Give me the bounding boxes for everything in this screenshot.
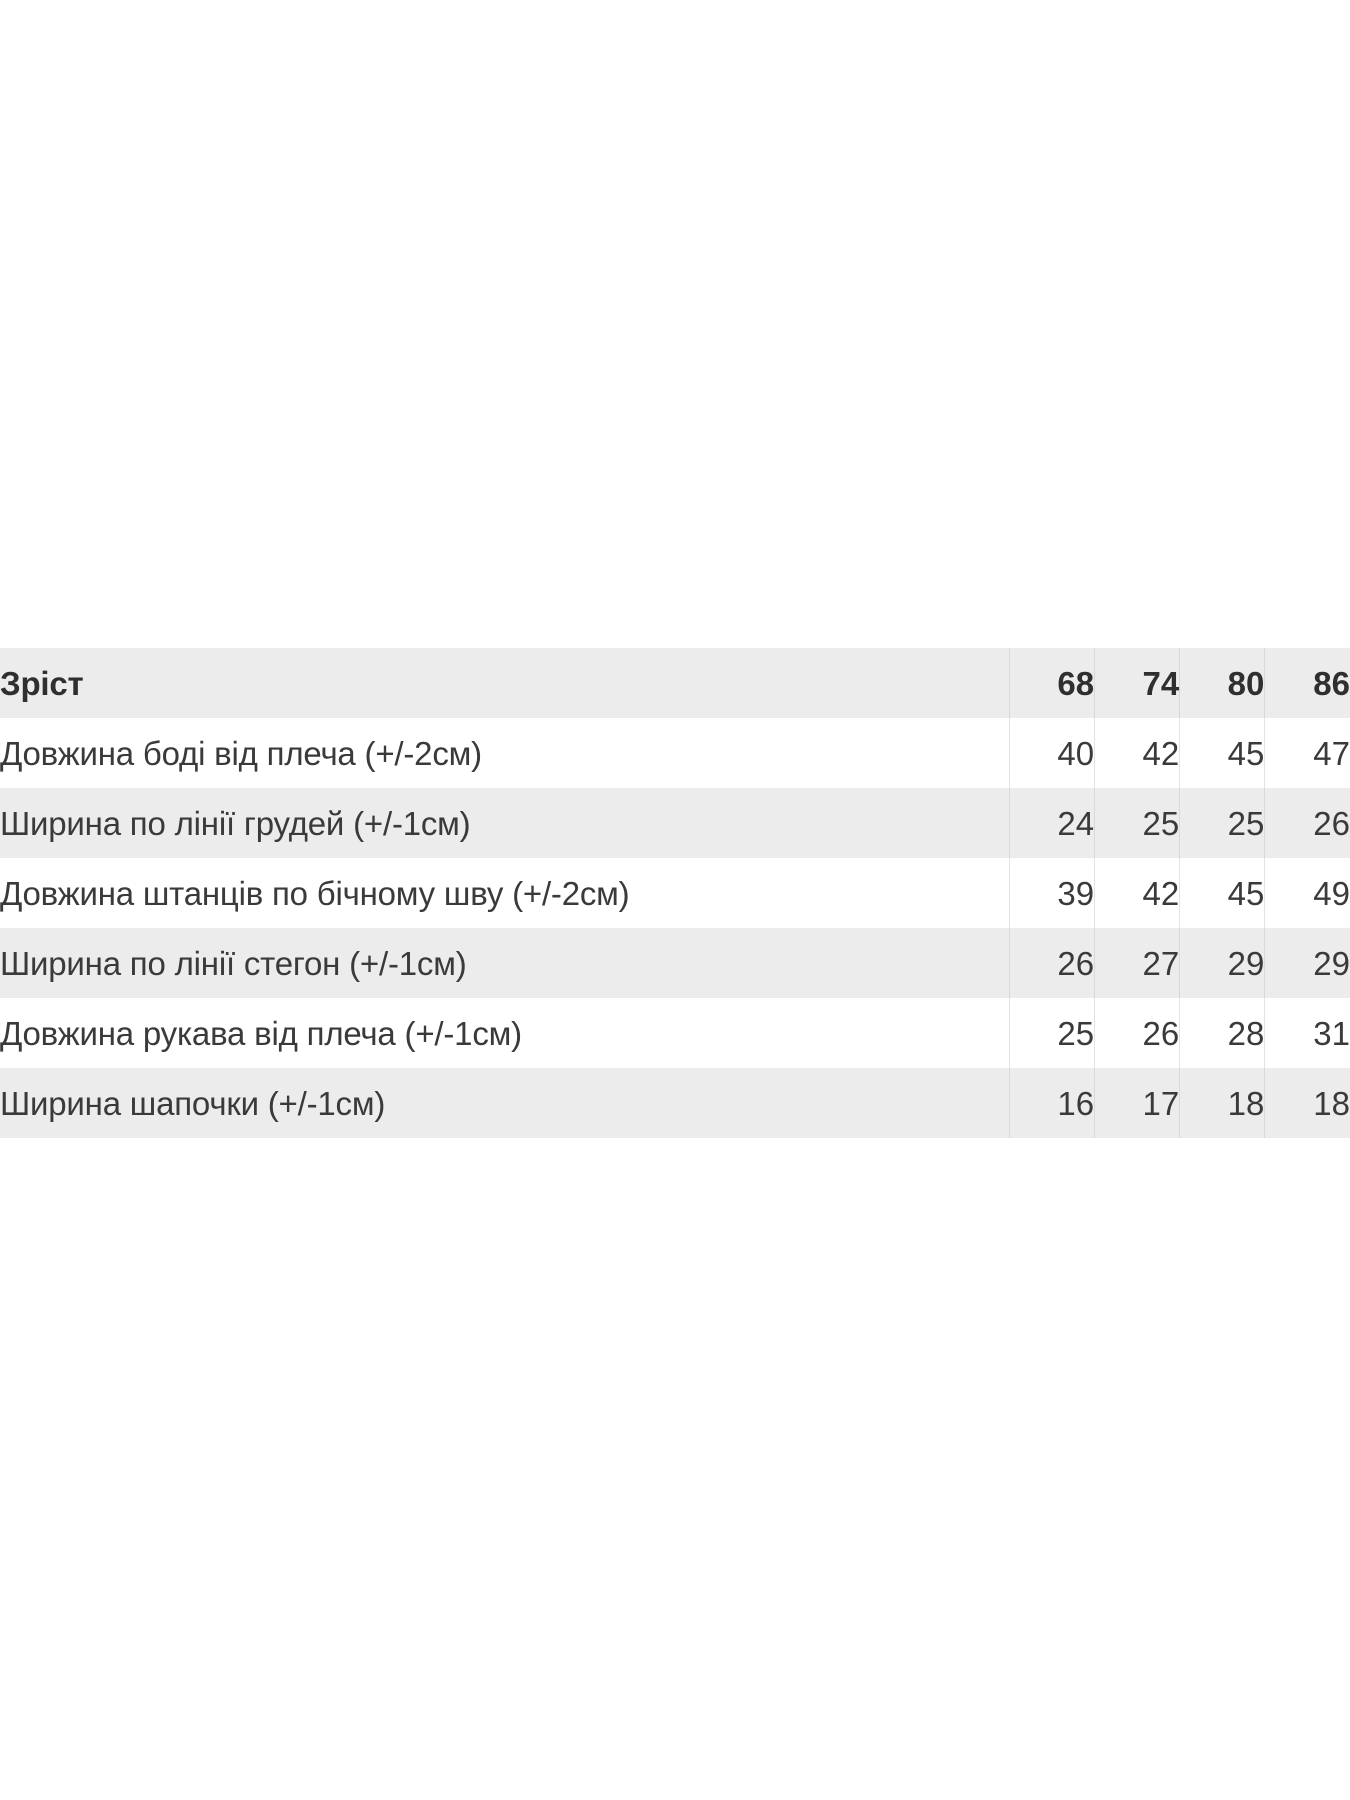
row-value: 40 — [1009, 718, 1094, 788]
row-value: 28 — [1180, 998, 1265, 1068]
row-value: 42 — [1095, 858, 1180, 928]
row-value: 29 — [1265, 928, 1350, 998]
row-value: 25 — [1009, 998, 1094, 1068]
row-label: Довжина штанців по бічному шву (+/-2см) — [0, 874, 630, 912]
row-value: 39 — [1009, 858, 1094, 928]
row-value: 25 — [1095, 788, 1180, 858]
table-row — [0, 718, 1350, 788]
row-value: 45 — [1180, 718, 1265, 788]
header-size-68: 68 — [1009, 648, 1094, 718]
row-value: 16 — [1009, 1068, 1094, 1138]
row-value: 49 — [1265, 858, 1350, 928]
row-value: 27 — [1095, 928, 1180, 998]
row-label: Довжина рукава від плеча (+/-1см) — [0, 1014, 522, 1052]
row-value: 45 — [1180, 858, 1265, 928]
table-row — [0, 788, 1350, 858]
header-size-74: 74 — [1095, 648, 1180, 718]
row-value: 18 — [1180, 1068, 1265, 1138]
header-size-86: 86 — [1265, 648, 1350, 718]
row-label: Ширина по лінії стегон (+/-1см) — [0, 944, 467, 982]
row-value: 29 — [1180, 928, 1265, 998]
size-chart — [0, 648, 1350, 1138]
header-size-80: 80 — [1180, 648, 1265, 718]
row-value: 47 — [1265, 718, 1350, 788]
row-value: 18 — [1265, 1068, 1350, 1138]
row-value: 24 — [1009, 788, 1094, 858]
row-value: 17 — [1095, 1068, 1180, 1138]
row-value: 42 — [1095, 718, 1180, 788]
size-table — [0, 648, 1350, 1138]
row-label: Ширина по лінії грудей (+/-1см) — [0, 804, 471, 842]
row-value: 26 — [1009, 928, 1094, 998]
header-label: Зріст — [0, 664, 84, 702]
row-value: 25 — [1180, 788, 1265, 858]
row-label: Ширина шапочки (+/-1см) — [0, 1084, 386, 1122]
table-row — [0, 858, 1350, 928]
row-value: 26 — [1265, 788, 1350, 858]
row-value: 31 — [1265, 998, 1350, 1068]
table-header-row — [0, 648, 1350, 718]
table-row — [0, 928, 1350, 998]
row-label: Довжина боді від плеча (+/-2см) — [0, 734, 482, 772]
table-row — [0, 998, 1350, 1068]
table-row — [0, 1068, 1350, 1138]
row-value: 26 — [1095, 998, 1180, 1068]
